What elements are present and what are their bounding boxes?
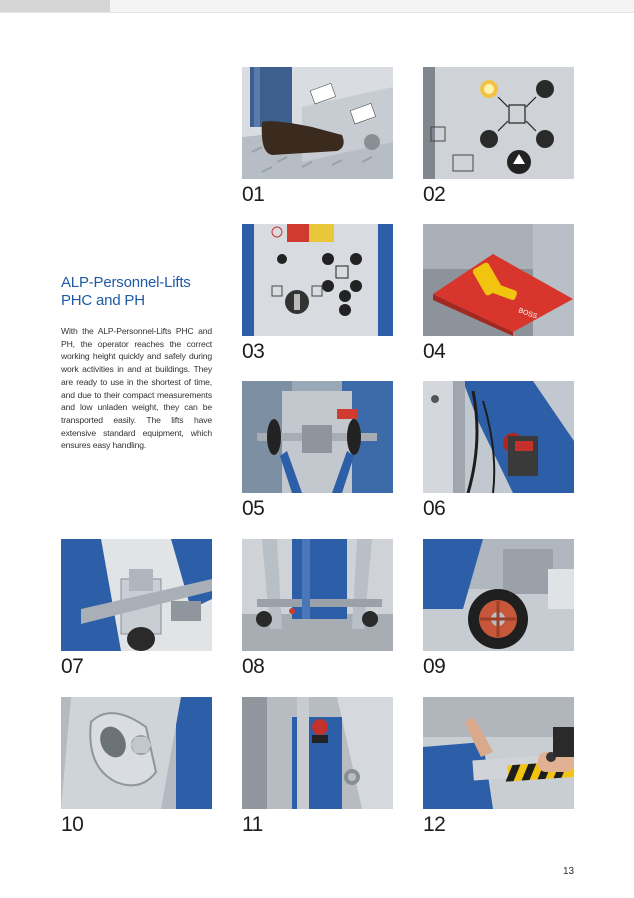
tile-number: 05 (242, 497, 265, 520)
tile-number: 08 (242, 655, 265, 678)
tile-number: 03 (242, 340, 265, 363)
control-panel-buttons-photo (423, 67, 574, 179)
spirit-level-photo (423, 224, 574, 336)
foot-pedal-photo (242, 67, 393, 179)
page-number: 13 (563, 866, 575, 877)
svg-text:BOSS: BOSS (517, 307, 538, 321)
tile-number: 04 (423, 340, 446, 363)
tile-number: 11 (242, 813, 263, 836)
top-bar-tab (0, 0, 110, 12)
section-heading (61, 274, 241, 310)
key-switch-panel-photo (242, 224, 393, 336)
transport-wheels-photo (242, 381, 393, 493)
description-text: With the ALP-Personnel-Lifts PHC and PH, the operator reaches the correct working height quickly and safely during work activities in and at buildings. They are ready to use in the shortest of time, and due to their compact measurements and low unladen weight, they can be transported easily. The lifts have extensive standard equipment, which ensures easy handling. (61, 326, 212, 451)
tile-number: 10 (61, 813, 84, 836)
anchor-point-photo (61, 697, 212, 809)
tile-number: 06 (423, 497, 446, 520)
heading-line-1: ALP-Personnel-Lifts (61, 274, 191, 291)
castor-wheel-photo (423, 539, 574, 651)
tile-number: 07 (61, 655, 84, 678)
mast-detail-photo (242, 697, 393, 809)
lift-base-photo (242, 539, 393, 651)
tile-number: 01 (242, 183, 265, 206)
fork-pocket-photo (61, 539, 212, 651)
heading-line-2: PHC and PH (61, 292, 145, 309)
hydraulic-valve-photo (423, 381, 574, 493)
tile-number: 09 (423, 655, 446, 678)
top-bar (0, 0, 634, 13)
outrigger-handling-photo (423, 697, 574, 809)
tile-number: 02 (423, 183, 446, 206)
tile-number: 12 (423, 813, 446, 836)
